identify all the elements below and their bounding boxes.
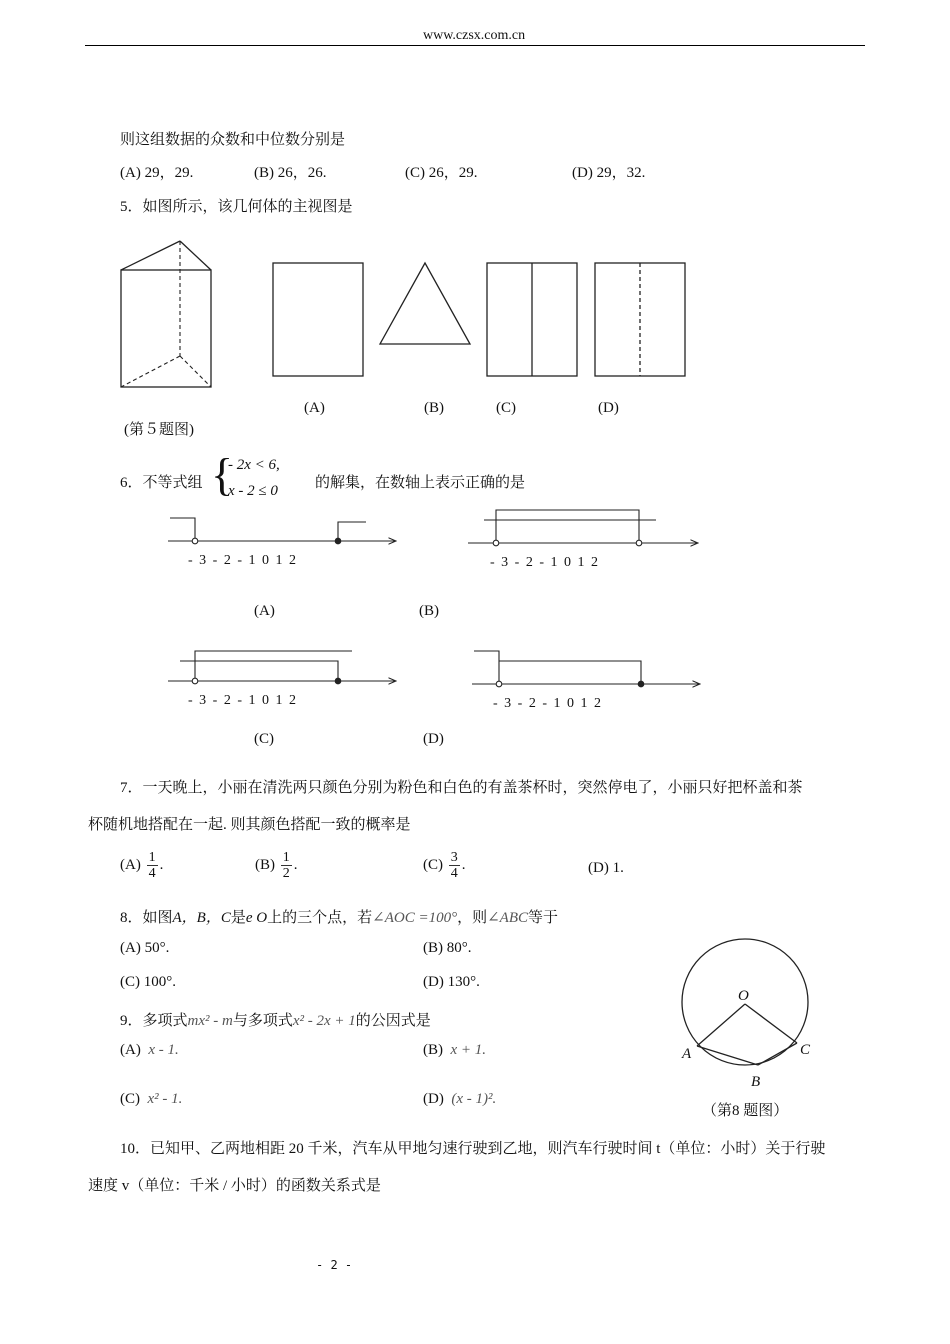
- q4-option-d: (D) 29，32.: [572, 165, 646, 181]
- q10-line-2: 速度 v（单位：千米 / 小时）的函数关系式是: [88, 1178, 381, 1194]
- q6-stem-pre: 6．不等式组: [120, 475, 203, 491]
- q6-brace: {: [211, 449, 234, 500]
- q7-option-c: (C) $\frac{3}{4}$ .: [423, 850, 466, 881]
- q8-label-c: C: [800, 1042, 811, 1058]
- q7-option-d: (D) 1.: [588, 860, 624, 876]
- q7-option-b-label: (B): [255, 856, 275, 873]
- q5-stem: 5．如图所示，该几何体的主视图是: [120, 199, 353, 215]
- q6-ineq-1: - 2x < 6,: [228, 457, 280, 473]
- q6-ticks-c: - 3 - 2 - 1 0 1 2: [188, 693, 296, 708]
- q6-label-a: (A): [254, 603, 275, 619]
- q8-stem: 8．如图A，B，C是e O上的三个点，若∠AOC =100°，则∠ABC等于: [120, 910, 559, 926]
- q4-tail: 则这组数据的众数和中位数分别是: [120, 132, 346, 148]
- q9-stem: 9．多项式mx² - m与多项式x² - 2x + 1的公因式是: [120, 1013, 431, 1029]
- q8-option-a: (A) 50°.: [120, 940, 170, 956]
- q9-option-b: (B) x + 1.: [423, 1042, 487, 1058]
- q6-ticks-a: - 3 - 2 - 1 0 1 2: [188, 553, 296, 568]
- q4-option-a: (A) 29，29.: [120, 165, 194, 181]
- q6-ticks-b: - 3 - 2 - 1 0 1 2: [490, 555, 598, 570]
- q7-line-2: 杯随机地搭配在一起. 则其颜色搭配一致的概率是: [88, 817, 411, 833]
- q6-label-d: (D): [423, 731, 444, 747]
- q8-label-b: B: [751, 1074, 761, 1090]
- q8-option-b: (B) 80°.: [423, 940, 472, 956]
- q5-caption: (第５题图): [124, 422, 194, 438]
- q6-label-b: (B): [419, 603, 439, 619]
- q5-label-a: (A): [304, 400, 325, 416]
- q5-label-d: (D): [598, 400, 619, 416]
- header-site: www.czsx.com.cn: [423, 28, 526, 43]
- q7-fraction-a: $\frac{1}{4}$: [148, 850, 156, 881]
- q9-option-a: (A) x - 1.: [120, 1042, 179, 1058]
- page-number: - 2 -: [316, 1258, 353, 1272]
- q7-fraction-b: $\frac{1}{2}$: [282, 850, 290, 881]
- q7-line-1: 7．一天晚上，小丽在清洗两只颜色分别为粉色和白色的有盖茶杯时，突然停电了，小丽只好把杯盖和茶: [120, 780, 803, 796]
- q8-caption: （第8 题图）: [702, 1103, 789, 1119]
- q5-label-c: (C): [496, 400, 516, 416]
- q9-option-c: (C) x² - 1.: [120, 1091, 183, 1107]
- q5-label-b: (B): [424, 400, 444, 416]
- q6-label-c: (C): [254, 731, 274, 747]
- q7-fraction-c: $\frac{3}{4}$: [450, 850, 458, 881]
- q6-ticks-d: - 3 - 2 - 1 0 1 2: [493, 696, 601, 711]
- q6-ineq-2: x - 2 ≤ 0: [228, 483, 278, 499]
- q4-option-c: (C) 26，29.: [405, 165, 478, 181]
- q7-option-b: (B) $\frac{1}{2}$ .: [255, 850, 298, 881]
- q10-line-1: 10．已知甲、乙两地相距 20 千米，汽车从甲地匀速行驶到乙地，则汽车行驶时间 t（单位：小时）关于行驶: [120, 1141, 826, 1157]
- q8-label-a: A: [682, 1046, 692, 1062]
- q9-option-d: (D) (x - 1)².: [423, 1091, 497, 1107]
- q7-option-c-label: (C): [423, 856, 443, 873]
- q4-option-b: (B) 26，26.: [254, 165, 327, 181]
- q7-option-a-label: (A): [120, 856, 141, 873]
- q8-label-o: O: [738, 988, 749, 1004]
- q6-stem-post: 的解集，在数轴上表示正确的是: [315, 475, 526, 491]
- q7-option-a: (A) $\frac{1}{4}$ .: [120, 850, 164, 881]
- q8-option-d: (D) 130°.: [423, 974, 480, 990]
- q8-option-c: (C) 100°.: [120, 974, 176, 990]
